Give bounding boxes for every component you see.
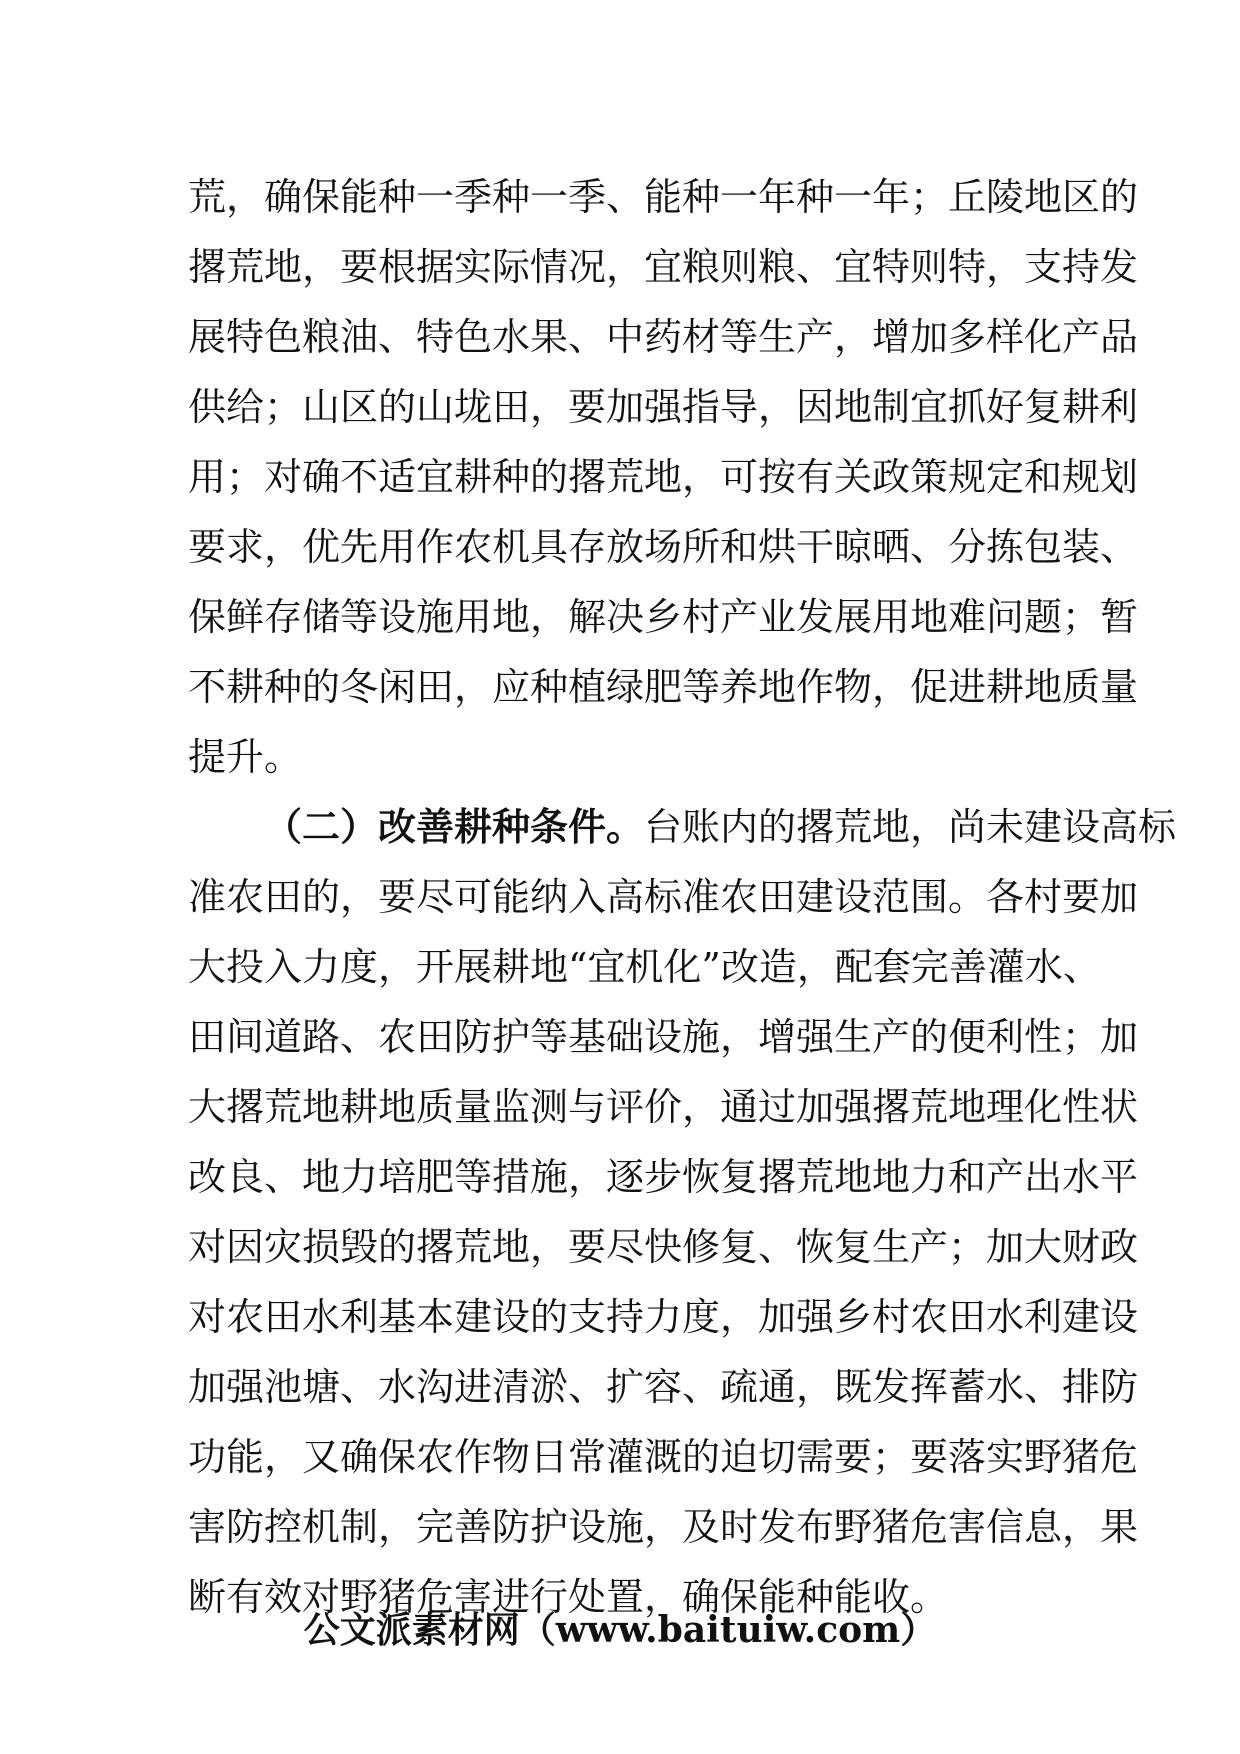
paragraph-first-line	[188, 792, 1177, 862]
paragraph-1	[188, 162, 1139, 792]
paragraph-line: 展特色粮油、特色水果、中药材等生产，增加多样化产品	[188, 315, 1139, 359]
footer-source: 公文派素材网（www.baituiw.com）	[303, 1609, 937, 1651]
paragraph-line: 撂荒地，要根据实际情况，宜粮则粮、宜特则特，支持发	[188, 245, 1139, 289]
paragraph-line: 准农田的，要尽可能纳入高标准农田建设范围。各村要加	[188, 875, 1139, 919]
document-body	[188, 162, 1177, 1632]
paragraph-line: 断有效对野猪危害进行处置，确保能种能收。	[188, 1575, 949, 1619]
paragraph-line: 提升。	[188, 735, 303, 779]
paragraph-line: 保鲜存储等设施用地，解决乡村产业发展用地难问题；暂	[188, 595, 1139, 639]
paragraph-line: 大撂荒地耕地质量监测与评价，通过加强撂荒地理化性状	[188, 1085, 1139, 1129]
paragraph-line: 供给；山区的山垅田，要加强指导，因地制宜抓好复耕利	[188, 385, 1139, 429]
paragraph-line: 害防控机制，完善防护设施，及时发布野猪危害信息，果	[188, 1505, 1139, 1549]
paragraph-line: 功能，又确保农作物日常灌溉的迫切需要；要落实野猪危	[188, 1435, 1139, 1479]
paragraph-line: 不耕种的冬闲田，应种植绿肥等养地作物，促进耕地质量	[188, 665, 1139, 709]
paragraph-line: 荒，确保能种一季种一季、能种一年种一年；丘陵地区的	[188, 175, 1139, 219]
paragraph-line: 用；对确不适宜耕种的撂荒地，可按有关政策规定和规划	[188, 455, 1139, 499]
paragraph-2	[188, 792, 1177, 1632]
section-heading: （二）改善耕种条件。	[264, 804, 645, 849]
paragraph-line: 加强池塘、水沟进清淤、扩容、疏通，既发挥蓄水、排防	[188, 1365, 1139, 1409]
paragraph-line: 田间道路、农田防护等基础设施，增强生产的便利性；加	[188, 1015, 1139, 1059]
paragraph-line: 对因灾损毁的撂荒地，要尽快修复、恢复生产；加大财政	[188, 1225, 1139, 1269]
paragraph-line: 对农田水利基本建设的支持力度，加强乡村农田水利建设	[188, 1295, 1139, 1339]
paragraph-line: 要求，优先用作农机具存放场所和烘干晾晒、分拣包装、	[188, 525, 1139, 569]
paragraph-line: 大投入力度，开展耕地“宜机化”改造，配套完善灌水、	[188, 945, 1101, 989]
first-line-text: 台账内的撂荒地，尚未建设高标	[644, 805, 1177, 849]
paragraph-line: 改良、地力培肥等措施，逐步恢复撂荒地地力和产出水平	[188, 1155, 1139, 1199]
